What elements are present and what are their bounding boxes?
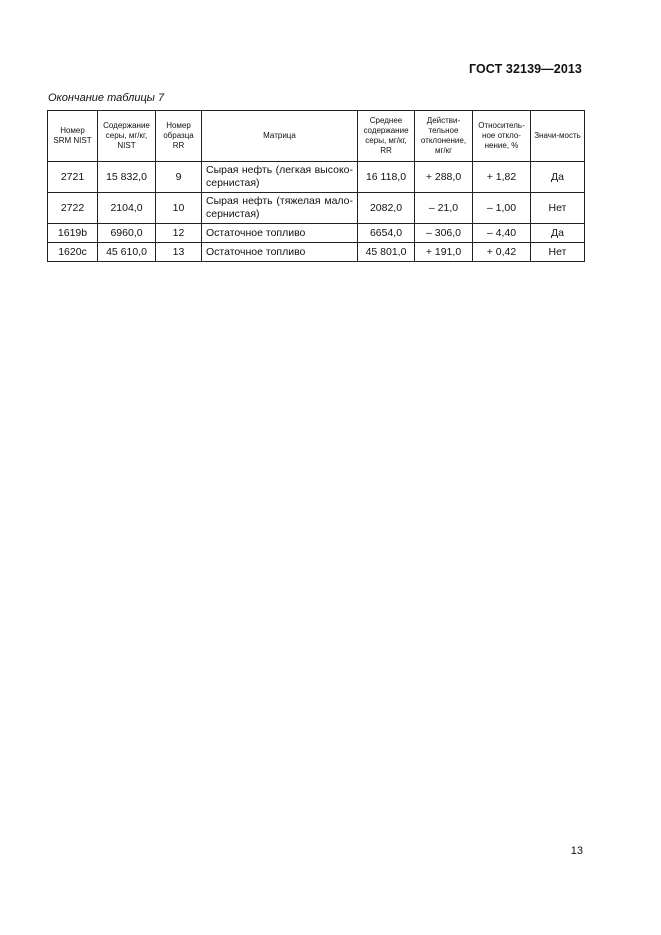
table-row — [48, 224, 585, 243]
cell-nist-content: 2104,0 — [98, 193, 156, 224]
cell-matrix: Остаточное топливо — [202, 224, 358, 243]
column-header-rr-mean: Среднее содержание серы, мг/кг, RR — [358, 111, 415, 162]
cell-absolute-deviation: + 191,0 — [415, 243, 473, 262]
column-header-matrix: Матрица — [202, 111, 358, 162]
column-header-absolute-deviation: Действи-тельное отклонение, мг/кг — [415, 111, 473, 162]
data-table — [47, 110, 585, 262]
cell-rr-mean: 45 801,0 — [358, 243, 415, 262]
cell-rr-mean: 16 118,0 — [358, 162, 415, 193]
table-row — [48, 193, 585, 224]
table-row — [48, 162, 585, 193]
cell-rr-sample: 12 — [156, 224, 202, 243]
cell-significance: Нет — [531, 243, 585, 262]
page-number: 13 — [570, 845, 583, 857]
cell-rr-sample: 9 — [156, 162, 202, 193]
cell-srm: 1620c — [48, 243, 98, 262]
cell-relative-deviation: + 0,42 — [473, 243, 531, 262]
cell-matrix: Сырая нефть (тяжелая мало-сернистая) — [202, 193, 358, 224]
cell-srm: 1619b — [48, 224, 98, 243]
cell-relative-deviation: – 4,40 — [473, 224, 531, 243]
table-header-row — [48, 111, 585, 162]
cell-absolute-deviation: – 306,0 — [415, 224, 473, 243]
column-header-srm: Номер SRM NIST — [48, 111, 98, 162]
cell-matrix: Остаточное топливо — [202, 243, 358, 262]
cell-nist-content: 45 610,0 — [98, 243, 156, 262]
cell-srm: 2722 — [48, 193, 98, 224]
cell-relative-deviation: – 1,00 — [473, 193, 531, 224]
cell-significance: Нет — [531, 193, 585, 224]
cell-matrix: Сырая нефть (легкая высоко-сернистая) — [202, 162, 358, 193]
cell-rr-sample: 10 — [156, 193, 202, 224]
cell-absolute-deviation: + 288,0 — [415, 162, 473, 193]
table-caption: Окончание таблицы 7 — [48, 92, 165, 104]
cell-srm: 2721 — [48, 162, 98, 193]
cell-absolute-deviation: – 21,0 — [415, 193, 473, 224]
document-code: ГОСТ 32139—2013 — [468, 62, 582, 76]
column-header-nist-content: Содержание серы, мг/кг, NIST — [98, 111, 156, 162]
cell-rr-mean: 2082,0 — [358, 193, 415, 224]
column-header-significance: Значи-мость — [531, 111, 585, 162]
column-header-rr-sample: Номер образца RR — [156, 111, 202, 162]
cell-rr-mean: 6654,0 — [358, 224, 415, 243]
cell-nist-content: 15 832,0 — [98, 162, 156, 193]
cell-relative-deviation: + 1,82 — [473, 162, 531, 193]
table-row — [48, 243, 585, 262]
cell-nist-content: 6960,0 — [98, 224, 156, 243]
cell-significance: Да — [531, 162, 585, 193]
column-header-relative-deviation: Относитель-ное откло-нение, % — [473, 111, 531, 162]
data-table-container — [47, 110, 584, 262]
cell-significance: Да — [531, 224, 585, 243]
cell-rr-sample: 13 — [156, 243, 202, 262]
